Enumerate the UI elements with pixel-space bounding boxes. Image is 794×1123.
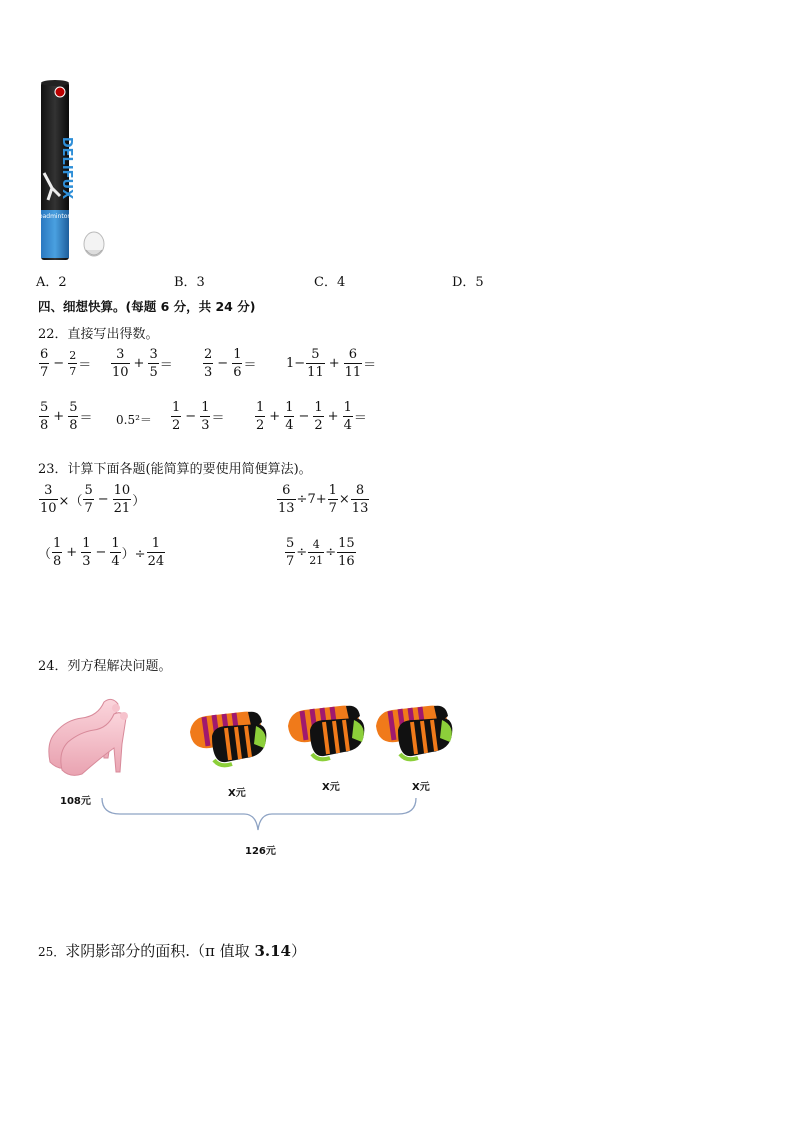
fraction — [344, 348, 363, 379]
numerator: 1 — [172, 400, 181, 415]
fraction — [171, 401, 181, 432]
denominator: 3 — [201, 418, 210, 433]
denominator: 13 — [278, 501, 295, 516]
denominator: 7 — [40, 365, 49, 380]
math-symbol: ＝ — [211, 411, 225, 426]
denominator: 21 — [309, 554, 324, 567]
denominator: 4 — [285, 418, 294, 433]
option-b: B．3 — [174, 275, 205, 290]
denominator: 10 — [40, 501, 57, 516]
fraction — [203, 348, 213, 379]
math-symbol: + — [269, 409, 281, 424]
q25-title: 求阴影部分的面积.（π 值取 — [65, 942, 255, 960]
math-symbol: − — [185, 409, 197, 424]
denominator: 7 — [286, 554, 295, 569]
q23-expr-1 — [38, 484, 145, 515]
denominator: 11 — [344, 365, 362, 380]
numerator: 3 — [44, 483, 53, 498]
q22-expr-1 — [38, 348, 91, 379]
q23-expr-4 — [284, 537, 357, 568]
q22-expr-2 — [110, 348, 173, 379]
denominator: 2 — [256, 418, 265, 433]
math-symbol: − — [53, 356, 65, 371]
numerator: 1 — [285, 400, 294, 415]
denominator: 6 — [233, 365, 242, 380]
math-symbol: + — [328, 356, 340, 371]
math-symbol: − — [217, 356, 229, 371]
fraction — [255, 401, 265, 432]
numerator: 3 — [116, 347, 125, 362]
numerator: 8 — [355, 483, 365, 498]
numerator: 6 — [40, 347, 49, 362]
fraction — [351, 484, 370, 515]
math-symbol: − — [298, 409, 310, 424]
fraction — [147, 537, 166, 568]
sock-price-label-1: X元 — [228, 788, 246, 799]
math-symbol: − — [97, 492, 109, 507]
math-symbol: ＝ — [353, 411, 367, 426]
denominator: 3 — [204, 365, 213, 380]
total-brace — [98, 796, 420, 836]
math-symbol: ＝ — [243, 358, 257, 373]
fraction — [232, 348, 242, 379]
numerator: 2 — [69, 349, 77, 362]
numerator: 5 — [40, 400, 49, 415]
denominator: 3 — [82, 554, 91, 569]
q23-expr-3 — [38, 537, 166, 568]
math-symbol: × — [338, 492, 350, 507]
denominator: 13 — [351, 501, 369, 516]
numerator: 6 — [282, 483, 291, 498]
numerator: 15 — [338, 536, 355, 551]
fraction — [81, 537, 91, 568]
math-symbol: + — [327, 409, 339, 424]
fraction — [306, 348, 325, 379]
fraction — [39, 401, 49, 432]
q25-close: ） — [291, 942, 307, 960]
numerator: 2 — [204, 347, 213, 362]
math-symbol: + — [53, 409, 65, 424]
q25-title-line — [38, 940, 306, 961]
numerator: 1 — [328, 483, 337, 498]
fraction — [52, 537, 62, 568]
q22-expr-7 — [170, 401, 224, 432]
math-symbol: 1− — [286, 356, 306, 371]
math-symbol: ＝ — [78, 358, 92, 373]
shoe-price-label: 108元 — [60, 796, 91, 807]
numerator: 1 — [233, 347, 242, 362]
denominator: 10 — [112, 365, 129, 380]
tube-sub: badminton — [38, 213, 72, 220]
fraction — [148, 348, 158, 379]
fraction — [313, 401, 323, 432]
shuttlecock-tube-image — [38, 78, 110, 260]
numerator: 10 — [113, 483, 131, 498]
numerator: 1 — [201, 400, 210, 415]
numerator: 1 — [53, 536, 62, 551]
fraction — [200, 401, 210, 432]
q24-title: 24．列方程解决问题。 — [38, 659, 172, 674]
math-symbol: ） — [132, 494, 146, 509]
fraction — [68, 401, 78, 432]
fraction — [277, 484, 296, 515]
socks-image-3 — [372, 698, 456, 764]
denominator: 4 — [111, 554, 120, 569]
math-symbol: ＝ — [363, 358, 377, 373]
socks-image-2 — [284, 698, 368, 764]
math-symbol: ×（ — [58, 494, 83, 509]
denominator: 24 — [147, 554, 165, 569]
fraction — [68, 350, 77, 377]
math-symbol: （ — [38, 547, 52, 562]
q25-number: 25． — [38, 945, 66, 959]
q22-expr-4 — [286, 348, 376, 379]
denominator: 2 — [314, 418, 323, 433]
denominator: 8 — [69, 418, 78, 433]
q25-pi-value: 3.14 — [254, 942, 291, 960]
denominator: 11 — [307, 365, 324, 380]
denominator: 7 — [328, 501, 337, 516]
section-4-title: 四、细想快算。(每题 6 分，共 24 分) — [38, 299, 256, 314]
fraction — [39, 348, 49, 379]
numerator: 1 — [111, 536, 120, 551]
fraction — [113, 484, 132, 515]
math-symbol: ÷ — [325, 545, 337, 560]
math-symbol: ＝ — [79, 411, 93, 426]
numerator: 1 — [314, 400, 323, 415]
sock-price-label-2: X元 — [322, 782, 340, 793]
math-symbol: ）÷ — [121, 547, 146, 562]
q23-expr-2 — [276, 484, 370, 515]
high-heel-shoes-image — [42, 692, 132, 778]
fraction — [83, 484, 93, 515]
socks-image-1 — [186, 704, 270, 770]
fraction — [111, 348, 130, 379]
tube-brand: DELIFUX — [59, 136, 74, 200]
fraction — [39, 484, 58, 515]
denominator: 8 — [53, 554, 62, 569]
denominator: 8 — [40, 418, 49, 433]
option-d: D．5 — [452, 275, 484, 290]
math-symbol: + — [133, 356, 145, 371]
numerator: 5 — [286, 536, 295, 551]
option-a: A．2 — [36, 275, 67, 290]
numerator: 4 — [312, 538, 320, 551]
denominator: 21 — [113, 501, 131, 516]
denominator: 16 — [338, 554, 355, 569]
numerator: 5 — [311, 347, 320, 362]
numerator: 1 — [343, 400, 352, 415]
q22-title: 22．直接写出得数。 — [38, 327, 159, 342]
fraction — [343, 401, 353, 432]
denominator: 4 — [343, 418, 352, 433]
option-c: C．4 — [314, 275, 346, 290]
q22-expr-8 — [254, 401, 367, 432]
total-price-label: 126元 — [245, 846, 276, 857]
fraction — [337, 537, 356, 568]
q22-expr-3 — [202, 348, 256, 379]
q22-expr-5 — [38, 401, 92, 432]
denominator: 5 — [149, 365, 158, 380]
q22-expr-6: 0.5²＝ — [116, 413, 152, 427]
math-symbol: + — [66, 545, 78, 560]
sock-price-label-3: X元 — [412, 782, 430, 793]
fraction — [308, 539, 324, 566]
fraction — [285, 537, 295, 568]
numerator: 5 — [69, 400, 78, 415]
denominator: 7 — [84, 501, 93, 516]
q23-title: 23．计算下面各题(能简算的要使用简便算法)。 — [38, 462, 312, 477]
fraction — [328, 484, 338, 515]
fraction — [110, 537, 120, 568]
denominator: 7 — [69, 365, 77, 378]
numerator: 1 — [256, 400, 265, 415]
math-symbol: ÷ — [296, 545, 308, 560]
math-symbol: ÷7+ — [296, 492, 327, 507]
numerator: 5 — [84, 483, 93, 498]
denominator: 2 — [172, 418, 181, 433]
numerator: 1 — [151, 536, 160, 551]
fraction — [284, 401, 294, 432]
numerator: 1 — [82, 536, 91, 551]
math-symbol: ＝ — [159, 358, 173, 373]
numerator: 6 — [348, 347, 358, 362]
numerator: 3 — [149, 347, 158, 362]
math-symbol: − — [95, 545, 107, 560]
